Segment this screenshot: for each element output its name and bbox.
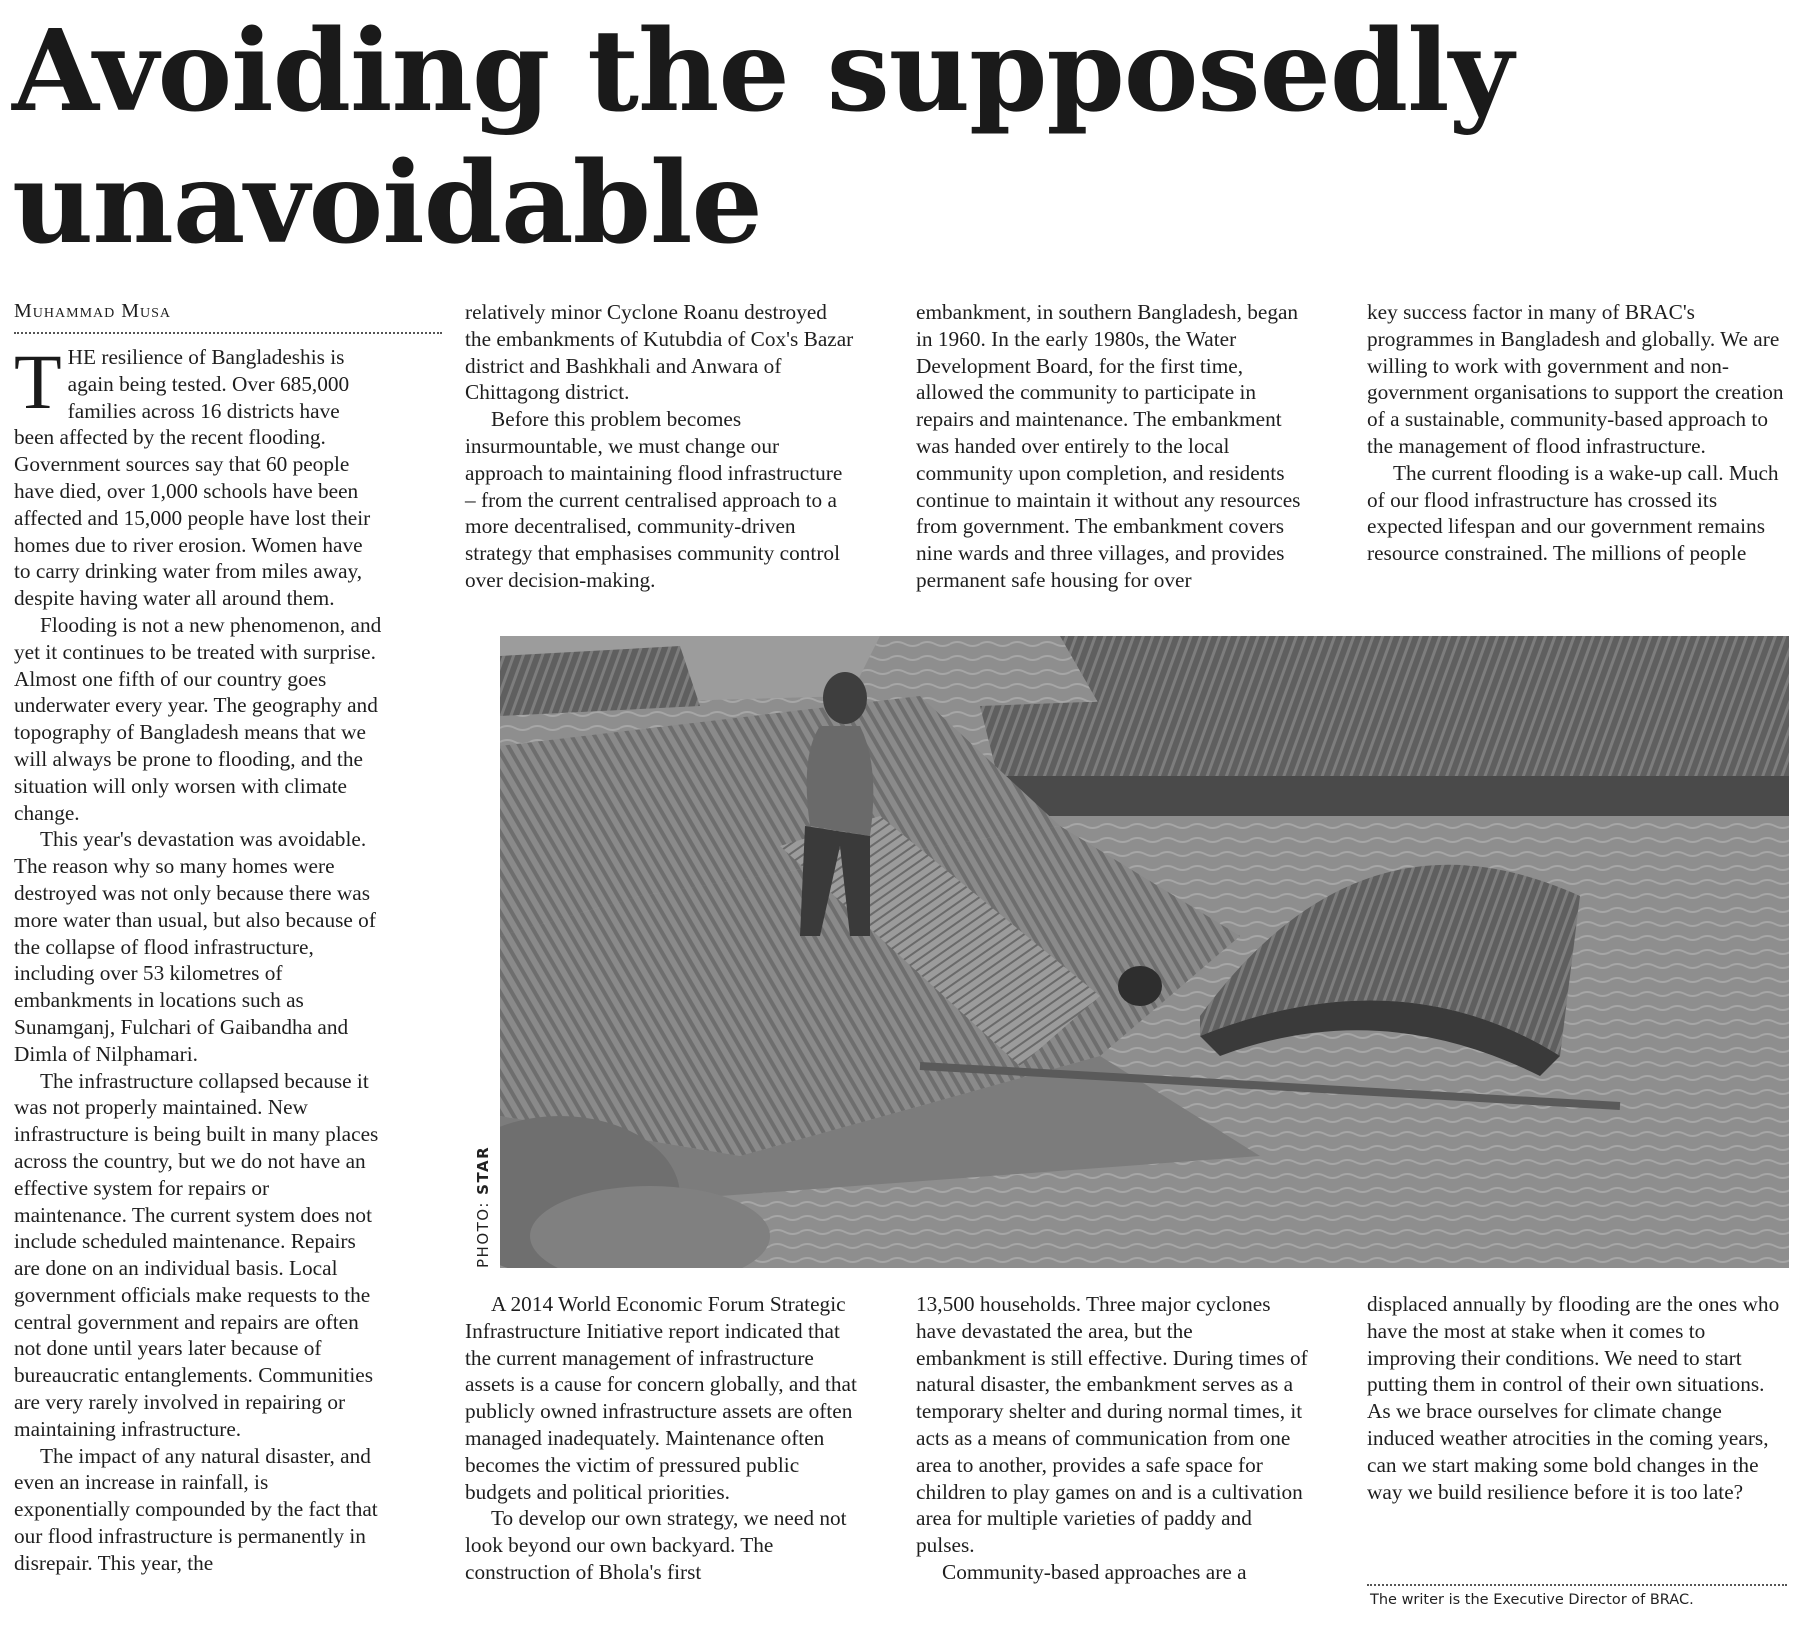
flooded-roofs-illustration [500,636,1789,1268]
drop-cap: T [14,338,62,425]
paragraph: Before this problem becomes insurmountable, we must change our approach to maintaining flood infrastructure – from the current centralised approach to a more decentralised, community-driven strategy that emphasises community control over decision-making. [465,407,843,592]
writer-note: The writer is the Executive Director of BRAC. [1370,1592,1694,1608]
photo-credit [474,1146,492,1268]
paragraph: To develop our own strategy, we need not look beyond our own backyard. The construction of Bhola's first [465,1506,847,1584]
paragraph-1-text: HE resilience of Bangladeshis is again being tested. Over 685,000 families across 16 districts have been affected by the recent flooding. Government sources say that 60 people have died, over 1,000 schools have been affected and 15,000 people have lost their homes due to river erosion. Women have to carry drinking water from miles away, despite having water all around them. [14,345,371,611]
paragraph-3: This year's devastation was avoidable. The reason why so many homes were destroyed was not only because there was more water than usual, but also because of the collapse of flood infrastructure, including over 53 kilometres of embankments in locations such as Sunamganj, Fulchari of Gaibandha and Dimla of Nilphamari. [14,827,376,1066]
paragraph-2: Flooding is not a new phenomenon, and yet it continues to be treated with surprise. Almost one fifth of our country goes underwater every year. The geography and topography of Bangladesh means that we will always be prone to flooding, and the situation will only worsen with climate change. [14,612,382,825]
column-2-bottom [465,1291,857,1586]
column-3-top [916,299,1308,594]
paragraph-continued: relatively minor Cyclone Roanu destroyed the embankments of Kutubdia of Cox's Bazar district and Bashkhali and Anwara of Chittagong district. [465,300,854,405]
paragraph: A 2014 World Economic Forum Strategic Infrastructure Initiative report indicated that the current management of infrastructure assets is a cause for concern globally, and that publicly owned infrastructure assets are often managed inadequately. Maintenance often becomes the victim of pressured public budgets and political priorities. [465,1292,857,1504]
footer-divider [1367,1584,1787,1586]
paragraph: The current flooding is a wake-up call. Much of our flood infrastructure has crossed its expected lifespan and our government remains resource constrained. The millions of people [1367,460,1779,566]
paragraph-continued: embankment, in southern Bangladesh, began in 1960. In the early 1980s, the Water Development Board, for the first time, allowed the community to participate in repairs and maintenance. The embankment was handed over entirely to the local community upon completion, and residents continue to maintain it without any resources from government. The embankment covers nine wards and three villages, and provides permanent safe housing for over [916,300,1301,592]
byline: Muhammad Musa [14,300,442,334]
column-4-bottom [1367,1291,1787,1505]
paragraph-continued: 13,500 households. Three major cyclones have devastated the area, but the embankment is still effective. During times of natural disaster, the embankment serves as a temporary shelter and during normal times, it acts as a means of communication from one area to another, provides a safe space for children to play games on and is a cultivation area for multiple varieties of paddy and pulses. [916,1292,1308,1558]
column-3-bottom [916,1291,1308,1586]
paragraph-4: The infrastructure collapsed because it was not properly maintained. New infrastructure is being built in many places across the country, but we do not have an effective system for repairs or maintenance. The current system does not include scheduled maintenance. Repairs are done on an individual basis. Local government officials make requests to the central government and repairs are often not done until years later because of bureaucratic entanglements. Communities are very rarely involved in repairing or maintaining infrastructure. [14,1068,379,1441]
paragraph-5: The impact of any natural disaster, and even an increase in rainfall, is exponentially compounded by the fact that our flood infrastructure is permanently in disrepair. This year, the [14,1443,378,1575]
paragraph-1 [14,338,384,612]
photo-image [500,636,1789,1268]
headline-line-1: Avoiding the supposedly [12,6,1513,137]
column-1 [14,338,384,1577]
paragraph: Community-based approaches are a [942,1559,1247,1584]
headline-line-2: unavoidable [12,138,762,269]
photo-credit-label: PHOTO: [474,1201,492,1268]
photo-credit-source: STAR [474,1145,492,1195]
paragraph-continued: key success factor in many of BRAC's programmes in Bangladesh and globally. We are willing to work with government and non-government organisations to support the creation of a sustainable, community-based approach to the management of flood infrastructure. [1367,300,1784,458]
column-4-top [1367,299,1787,567]
headline [12,6,1572,270]
flood-photo [476,636,1789,1268]
paragraph-continued: displaced annually by flooding are the ones who have the most at stake when it comes to improving their conditions. We need to start putting them in control of their own situations. As we brace ourselves for climate change induced weather atrocities in the coming years, can we start making some bold changes in the way we build resilience before it is too late? [1367,1292,1780,1504]
column-2-top [465,299,857,594]
